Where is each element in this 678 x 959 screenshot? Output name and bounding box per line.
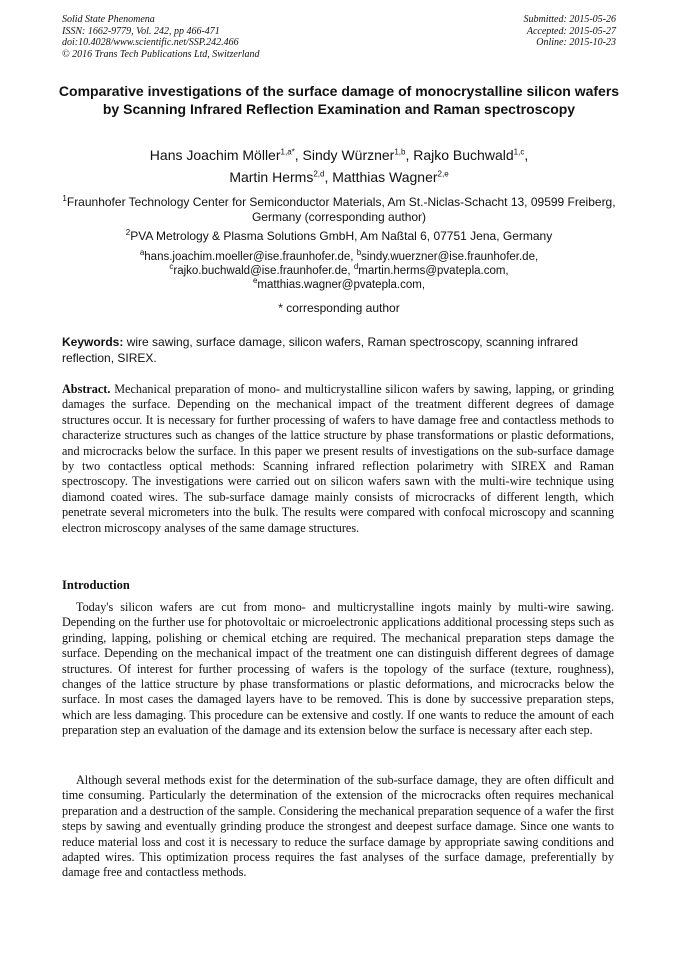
keywords-text: wire sawing, surface damage, silicon wafers, Raman spectroscopy, scanning infrared reflection, SIREX. (62, 335, 579, 365)
journal-info (62, 14, 260, 60)
abstract-label: Abstract. (62, 382, 111, 396)
author-affil-sup: 2,e (437, 169, 449, 179)
email-address: sindy.wuerzner@ise.fraunhofer.de, (361, 251, 539, 263)
abstract (62, 382, 614, 536)
journal-issn: ISSN: 1662-9779, Vol. 242, pp 466-471 (62, 25, 220, 37)
author-affil-sup: 1,a* (280, 147, 295, 157)
section-heading-introduction: Introduction (62, 578, 130, 592)
email-address: martin.herms@pvatepla.com, (358, 265, 509, 277)
affiliation-2: $^2$PVA Metrology & Plasma Solutions GmbH, Am Naßtal 6, 07751 Jena, Germany (125, 228, 553, 243)
journal-copyright: © 2016 Trans Tech Publications Ltd, Switzerland (62, 48, 260, 60)
journal-doi: doi:10.4028/www.scientific.net/SSP.242.466 (62, 37, 239, 48)
author-affil-sup: 1,c (513, 147, 525, 157)
author-name: Sindy Würzner (302, 147, 395, 163)
abstract-text: Mechanical preparation of mono- and multicrystalline silicon wafers by sawing, lapping, or grinding damages the surface. Depending on the mechanical impact of the treatment different degrees of damage structures occur. It is necessary for further processing of wafers to have damage free and contactless methods to characterize structures such as changes of the lattice structure by phase transformations or plastic deformations, and microcracks below the surface. In this paper we present results of investigations on the sub-surface damage by two contactless optical methods: Scanning infrared reflection polarimetry with SIREX and Raman spectroscopy. The investigations were carried out on silicon wafers sawn with the multi-wire technique using diamond coated wires. The sub-surface damage mainly consists of microcracks of different length, which penetrate several micrometers into the bulk. The results were compared with confocal microscopy and scanning electron microscopy analyses of the same damage structures. (62, 382, 614, 535)
affiliation-1: $^1$Fraunhofer Technology Center for Semiconductor Materials, Am St.-Niclas-Schacht 13, 09599 Freiberg, Germany (corresponding author) (62, 194, 616, 224)
date-online: Online: 2015-10-23 (536, 37, 616, 48)
keywords (62, 334, 614, 366)
author-list: Hans Joachim Möller$^{1,a*}$, Sindy Würzner$^{1,b}$, Rajko Buchwald$^{1,c}$, Martin Herms$^{2,d}$, Matthias Wagner$^{2,e}$ (149, 147, 529, 185)
author-affil-sup: 2,d (313, 169, 325, 179)
journal-name: Solid State Phenomena (62, 14, 155, 25)
author-name: Hans Joachim Möller (149, 147, 281, 163)
author-name: Martin Herms (229, 169, 314, 185)
keywords-label: Keywords: (62, 335, 124, 349)
email-address: rajko.buchwald@ise.fraunhofer.de, (173, 265, 354, 277)
intro-paragraph-2: Although several methods exist for the determination of the sub-surface damage, they are often difficult and time consuming. Particularly the determination of the extension of the microcracks often requires mechanical preparation and a destruction of the sample. Considering the mechanical preparation sequence of a wafer the first steps by sawing and eventually grinding produce the strongest and deepest surface damage. Since one wants to reduce material loss and cost it is necessary to reduce the surface damage by appropriate sawing conditions and adapted wires. This optimization process requires the fast analyses of the surface damage, preferentially by damage free and contactless methods. (62, 773, 614, 880)
publication-dates (524, 14, 617, 49)
author-name: Rajko Buchwald (413, 147, 514, 163)
paper-title: Comparative investigations of the surface damage of monocrystalline silicon wafers by Scanning Infrared Reflection Examination and Raman spectroscopy (58, 83, 620, 117)
author-name: Matthias Wagner (332, 169, 438, 185)
email-address: matthias.wagner@pvatepla.com, (257, 279, 426, 291)
email-address: hans.joachim.moeller@ise.fraunhofer.de, (144, 251, 357, 263)
author-emails: $^a$hans.joachim.moeller@ise.fraunhofer.de, $^b$sindy.wuerzner@ise.fraunhofer.de, $^c$rajko.buchwald@ise.fraunhofer.de, $^d$martin.herms@pvatepla.com, $^e$matthias.wagner@pvatepla.com, (139, 248, 539, 291)
intro-paragraph-1: Today's silicon wafers are cut from mono- and multicrystalline ingots mainly by multi-wire sawing. Depending on the further use for photovoltaic or microelectronic applications additional processing steps such as grinding, lapping, polishing or chemical etching are required. The mechanical preparation steps damage the surface. Depending on the mechanical impact of the treatment one can distinguish different degrees of damage structures. Of interest for further processing of wafers is the topology of the surface (texture, roughness), changes of the lattice structure by phase transformations or plastic deformations, and microcracks below the surface. In most cases the damaged layers have to be removed. This is done by successive preparation steps, which are less damaging. This procedure can be extensive and costly. If one wants to reduce the amount of each preparation step an evaluation of the damage and its extension below the surface is necessary after each step. (62, 600, 614, 738)
date-submitted: Submitted: 2015-05-26 (523, 14, 616, 25)
author-affil-sup: 1,b (394, 147, 406, 157)
corresponding-author-note: * corresponding author (278, 301, 400, 315)
date-accepted: Accepted: 2015-05-27 (526, 25, 616, 37)
